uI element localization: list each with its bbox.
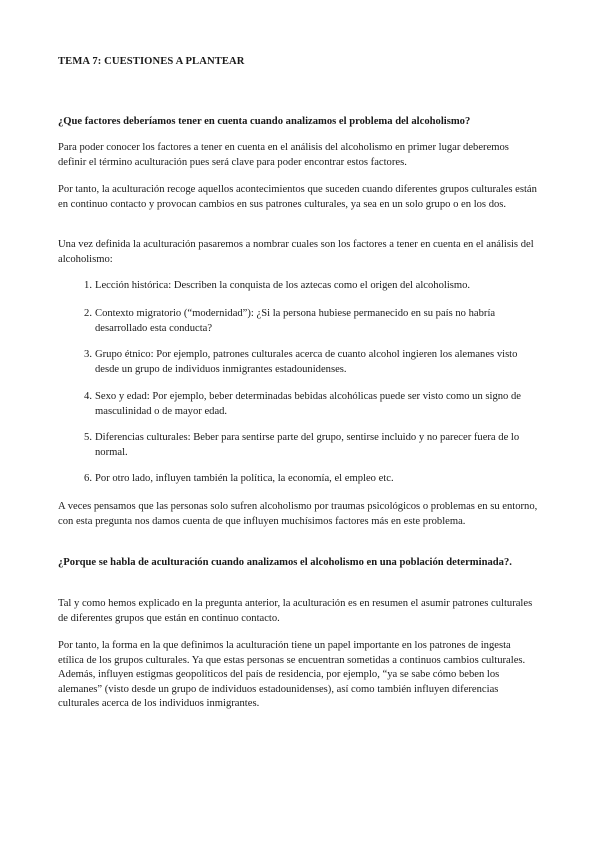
document-title: TEMA 7: CUESTIONES A PLANTEAR bbox=[58, 56, 245, 67]
list-item-number: 1. bbox=[84, 280, 92, 291]
paragraph-aculturacion-summary: Tal y como hemos explicado en la pregunta anterior, la aculturación es en resumen el asumir patrones culturales de diferentes grupos que están en continuo contacto. bbox=[58, 598, 533, 624]
paragraph-aculturacion-definition: Por tanto, la aculturación recoge aquellos acontecimientos que suceden cuando diferentes grupos culturales están en continuo contacto y provocan cambios en sus patrones culturales, ya sea en un solo grupo o en los dos. bbox=[58, 184, 537, 210]
list-item-number: 5. bbox=[84, 432, 92, 443]
list-item-text: Sexo y edad: Por ejemplo, beber determinadas bebidas alcohólicas puede ser visto como un signo de masculinidad o de mayor edad. bbox=[95, 391, 521, 417]
paragraph-after-list: A veces pensamos que las personas solo sufren alcoholismo por traumas psicológicos o problemas en su entorno, con esta pregunta nos damos cuenta de que influyen muchísimos factores más en este problema. bbox=[58, 501, 538, 527]
question-1-heading: ¿Que factores deberíamos tener en cuenta cuando analizamos el problema del alcoholismo? bbox=[58, 116, 471, 127]
question-2-heading: ¿Porque se habla de aculturación cuando analizamos el alcoholismo en una población determinada?. bbox=[58, 557, 512, 568]
paragraph-conclusion: Por tanto, la forma en la que definimos la aculturación tiene un papel importante en los patrones de ingesta etílica de los grupos culturales. Ya que estas personas se encuentran sometidas a continuos cambios culturales. Además, influyen estigmas geopolíticos del país de residencia, por ejemplo, “ya se sabe cómo beben los alemanes” (visto desde un grupo de individuos estadounidenses), así como también influyen diferencias culturales acerca de los individuos inmigrantes. bbox=[58, 640, 526, 710]
list-item-number: 4. bbox=[84, 391, 92, 402]
paragraph-factors-intro: Una vez definida la aculturación pasaremos a nombrar cuales son los factores a tener en cuenta en el análisis del alcoholismo: bbox=[58, 239, 534, 265]
list-item-number: 6. bbox=[84, 473, 92, 484]
paragraph-definition-intro: Para poder conocer los factores a tener en cuenta en el análisis del alcoholismo en primer lugar deberemos definir el término aculturación pues será clave para poder encontrar estos factores. bbox=[58, 142, 509, 168]
list-item-text: Contexto migratorio (“modernidad”): ¿Si la persona hubiese permanecido en su país no habría desarrollado esta conducta? bbox=[95, 308, 496, 334]
list-item-text: Por otro lado, influyen también la política, la economía, el empleo etc. bbox=[95, 473, 394, 484]
list-item-text: Grupo étnico: Por ejemplo, patrones culturales acerca de cuanto alcohol ingieren los alemanes visto desde un grupo de individuos inmigrantes estadounidenses. bbox=[95, 349, 518, 375]
list-item-number: 2. bbox=[84, 308, 92, 319]
list-item-text: Lección histórica: Describen la conquista de los aztecas como el origen del alcoholismo. bbox=[95, 280, 471, 291]
list-item-text: Diferencias culturales: Beber para sentirse parte del grupo, sentirse incluido y no parecer fuera de lo normal. bbox=[95, 432, 520, 458]
list-item-number: 3. bbox=[84, 349, 92, 360]
